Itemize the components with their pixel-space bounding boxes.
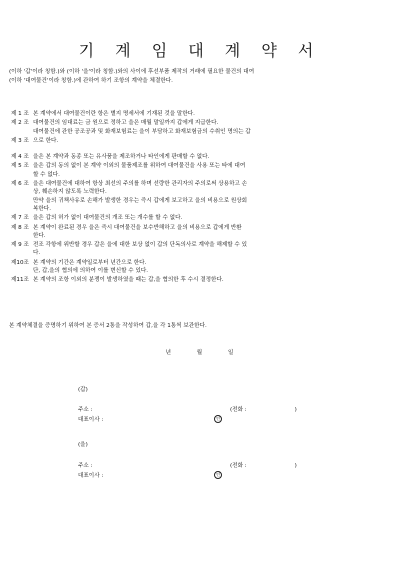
article-line: 을은 대여물건에 대하여 항상 최선의 주의를 하며 선량한 관리자의 주의로써 상용하고 손	[33, 181, 248, 188]
article-line: 한다.	[33, 232, 46, 239]
article-line: 본 계약에서 대여물건이란 항은 별지 명세서에 기재된 것을 말한다.	[33, 111, 195, 117]
intro-paragraph	[9, 68, 394, 86]
article-7	[11, 214, 394, 222]
article-line: 상, 훼손하지 않도록 노력한다.	[33, 189, 107, 196]
article-8	[11, 224, 394, 241]
article-line: 대여물건의 임대료는 금 원으로 정하고 을은 매월 말일까지 갑에게 지급한다.	[33, 120, 219, 127]
article-6	[11, 180, 394, 213]
intro-line: (이하 '대여물건'이라 칭함.)에 관하여 하기 조항의 계약을 체결한다.	[9, 78, 173, 84]
articles-list	[11, 110, 394, 286]
document-title: 기 계 임 대 계 약 서	[78, 41, 322, 60]
article-10	[11, 259, 394, 276]
article-number: 제 8 조	[11, 224, 29, 231]
address-row	[78, 405, 108, 413]
article-line: 만약 을의 귀책사유로 손해가 발생한 경우는 즉시 갑에게 보고하고 을의 비용으로 원상회	[33, 197, 248, 204]
article-1	[11, 110, 394, 118]
seal-mark: 인	[214, 471, 222, 479]
article-2-cont	[11, 137, 394, 145]
address-row	[78, 461, 108, 469]
article-line: 본 계약의 기간은 계약일로부터 년간으로 한다.	[33, 259, 147, 266]
phone-close: )	[294, 463, 297, 469]
article-body	[33, 224, 394, 241]
article-line: 할 수 없다.	[33, 171, 60, 178]
article-11	[11, 276, 394, 284]
article-number: 제 3 조	[11, 137, 29, 144]
article-line: 단, 갑,을의 협의에 의하여 이를 변신할 수 있다.	[33, 268, 149, 275]
article-line: 대여물건에 관한 공조공과 및 화재보험료는 을이 부담하고 화재보험금의 수취인 명의는 갑	[33, 128, 251, 135]
date-month: 월	[196, 350, 204, 356]
representative-row	[78, 471, 108, 479]
article-body	[33, 153, 394, 161]
phone-field	[230, 405, 297, 413]
article-number: 제 6 조	[11, 181, 29, 188]
article-number: 제 5 조	[11, 163, 29, 170]
article-line: 복한다.	[33, 205, 51, 212]
article-body	[33, 180, 394, 213]
article-2	[11, 119, 394, 136]
article-line: 전조 각항에 위반할 경우 갑은 을에 대한 보상 없이 갑의 단독의사로 계약을 해제할 수 있	[33, 242, 248, 249]
article-line: 을은 갑의 동의 없이 본 계약 이외의 물품제조를 위하여 대여물건을 사용 또는 타에 대여	[33, 163, 246, 170]
intro-line: (이하 '갑'이라 칭함.)와 (이하 '을'이라 칭함.)와의 사이에 후선부품 제작의 거래에 필요한 물건의 대여	[9, 69, 255, 75]
representative-row	[78, 415, 108, 423]
article-body	[33, 162, 394, 179]
party-label: (을)	[78, 442, 88, 448]
seal-mark: 인	[214, 415, 222, 423]
article-body	[33, 119, 394, 136]
phone-field	[230, 461, 297, 469]
phone-label: (전화 :	[230, 407, 247, 413]
article-body	[33, 276, 394, 284]
article-number: 제 1 조	[11, 111, 29, 117]
party-label: (갑)	[78, 387, 88, 393]
article-line: 다.	[33, 250, 41, 257]
article-number: 제 4 조	[11, 154, 29, 161]
address-label: 주소 :	[78, 407, 93, 413]
article-body	[33, 259, 394, 276]
contract-date	[0, 348, 400, 356]
article-body	[33, 214, 394, 222]
article-number: 제 2 조	[11, 120, 29, 127]
article-body	[33, 110, 394, 118]
date-year: 년	[165, 350, 173, 356]
date-day: 일	[227, 350, 235, 356]
phone-label: (전화 :	[230, 463, 247, 469]
article-line: 본 계약의 조항 이외의 분쟁이 발생하였을 때는 갑,을 협의한 후 수시 결정한다.	[33, 277, 224, 284]
article-body	[33, 241, 394, 258]
article-body	[33, 137, 394, 145]
representative-label: 대표이사 :	[78, 473, 104, 479]
article-4	[11, 153, 394, 161]
representative-label: 대표이사 :	[78, 417, 104, 423]
address-label: 주소 :	[78, 463, 93, 469]
article-number: 제10조	[11, 259, 29, 266]
article-line: 으로 한다.	[33, 137, 59, 144]
article-line: 을은 갑의 허가 없이 대여물건의 개조 또는 개수를 할 수 없다.	[33, 215, 183, 222]
article-number: 제 9 조	[11, 242, 29, 249]
phone-close: )	[294, 407, 297, 413]
closing-statement: 본 계약체결을 증명하기 위하여 본 증서 2통을 작성하여 갑,을 각 1통씩 보관한다.	[9, 323, 207, 329]
article-5	[11, 162, 394, 179]
article-line: 을은 본 계약과 동종 또는 유사품을 제조하거나 타인에게 판매할 수 없다.	[33, 154, 210, 161]
article-line: 본 계약이 완료된 경우 을은 즉시 대여물건을 보수반해하고 을의 비용으로 갑에게 반환	[33, 224, 242, 231]
article-number: 제11조	[11, 277, 29, 284]
article-9	[11, 241, 394, 258]
article-number: 제 7 조	[11, 215, 29, 222]
